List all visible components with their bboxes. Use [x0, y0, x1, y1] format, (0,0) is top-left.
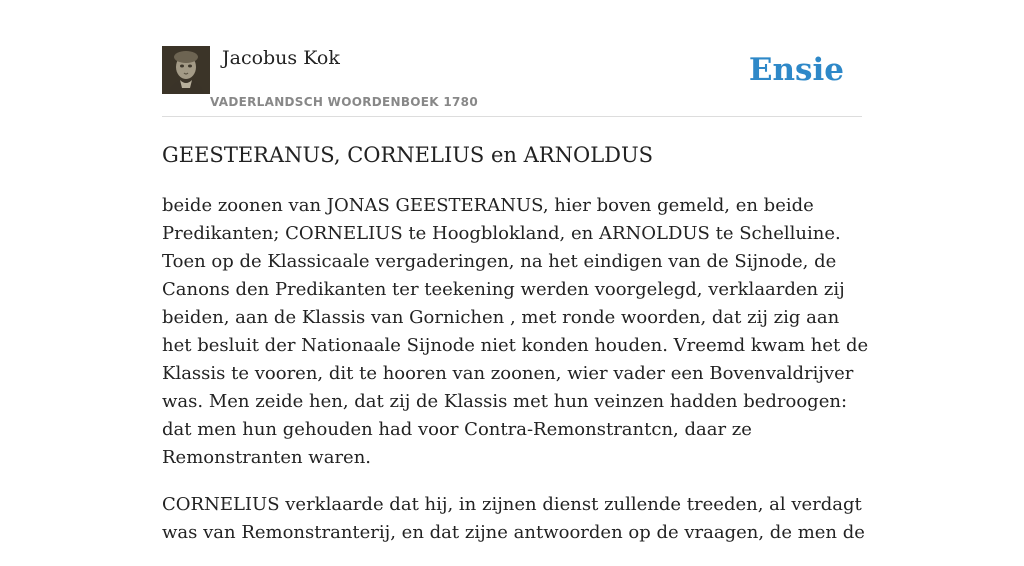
article-paragraph: CORNELIUS verklaarde dat hij, in zijnen dienst zullende treeden, al verdagt was van Remonstranterij, en dat zijne antwoorden op de vraagen, de men de [162, 494, 865, 543]
author-avatar[interactable] [162, 46, 210, 94]
ensie-logo[interactable]: Ensie [748, 52, 844, 88]
article-title: GEESTERANUS, CORNELIUS en ARNOLDUS [162, 143, 654, 167]
author-name[interactable]: Jacobus Kok [222, 47, 340, 69]
portrait-avatar-icon [162, 46, 210, 94]
article-paragraph: beide zoonen van JONAS GEESTERANUS, hier boven gemeld, en beide Predikanten; CORNELIUS te Hoogblokland, en ARNOLDUS te Schelluine. Toen op de Klassicaale vergaderingen, na het eindigen van de Sijnode, de Canons den Predikanten ter teekening werden voorgelegd, verklaarden zij beiden, aan de Klassis van Gornichen , met ronde woorden, dat zij zig aan het besluit der Nationaale Sijnode niet konden houden. Vreemd kwam het de Klassis te vooren, dit te hooren van zoonen, wier vader een Bovenvaldrijver was. Men zeide hen, dat zij de Klassis met hun veinzen hadden bedroogen: dat men hun gehouden had voor Contra-Remonstrantcn, daar ze Remonstranten waren. [162, 195, 869, 468]
source-label[interactable]: VADERLANDSCH WOORDENBOEK 1780 [210, 95, 478, 109]
article-header [162, 46, 862, 117]
article-body [162, 192, 872, 566]
